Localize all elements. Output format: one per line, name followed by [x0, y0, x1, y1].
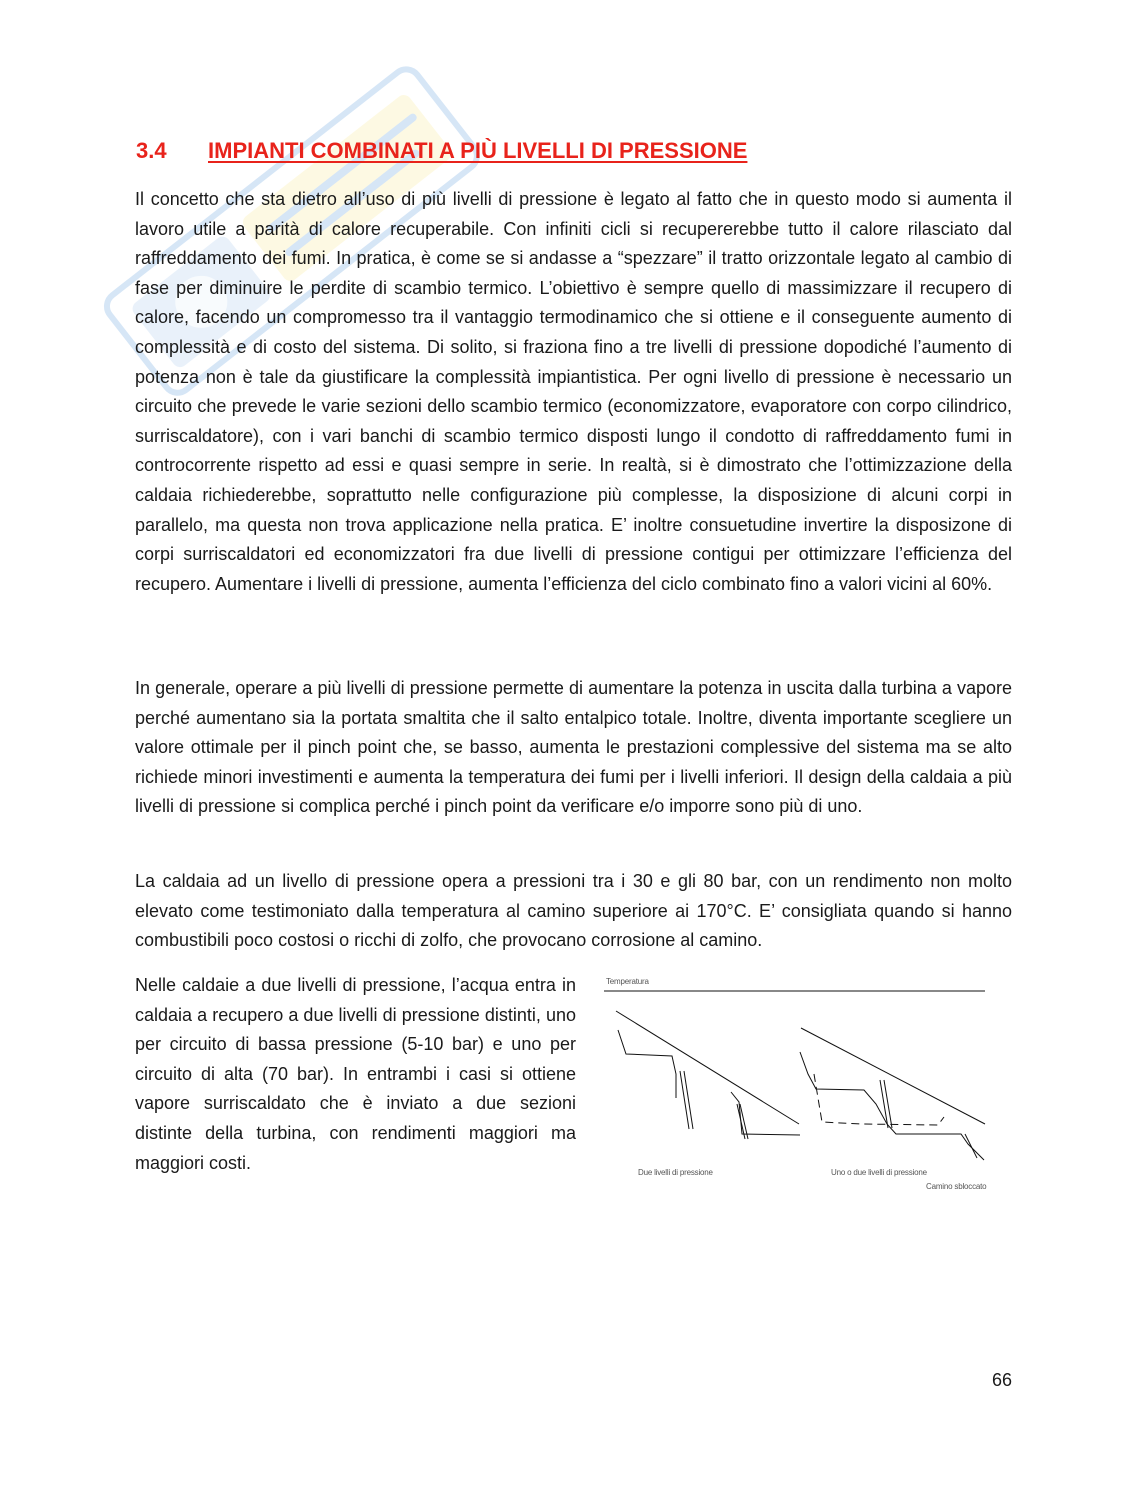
figure-caption-right-sub: Camino sbloccato	[926, 1182, 987, 1191]
left-evap-mark-1	[680, 1071, 689, 1129]
right-gas-line	[801, 1028, 985, 1124]
left-evap-mark-2	[684, 1071, 693, 1129]
section-number: 3.4	[136, 138, 167, 163]
right-water-profile	[800, 1052, 984, 1160]
left-gas-line	[616, 1011, 799, 1124]
figure-caption-right: Uno o due livelli di pressione	[831, 1168, 927, 1177]
right-evap-mark-1	[880, 1080, 888, 1128]
temperature-profile-figure	[604, 974, 994, 1196]
right-stack-mark	[965, 1134, 977, 1158]
left-water-profile-low	[731, 1092, 800, 1135]
figure-axis-label: Temperatura	[606, 977, 649, 986]
figure-diagram	[604, 974, 994, 1196]
section-heading	[136, 138, 747, 164]
page-number: 66	[991, 1370, 1012, 1390]
paragraph-multi-level-concept: Il concetto che sta dietro all’uso di più livelli di pressione è legato al fatto che in questo modo si aumenta il lavoro utile a parità di calore recuperabile. Con infiniti cicli si recupererebbe tutto il calore rilasciato dal raffreddamento dei fumi. In pratica, è come se si andasse a “spezzare” il tratto orizzontale legato al cambio di fase per diminuire le perdite di scambio termico. L’obiettivo è sempre quello di massimizzare il recupero di calore, facendo un compromesso tra il vantaggio termodinamico che si ottiene e il conseguente aumento di complessità e di costo del sistema. Di solito, si fraziona fino a tre livelli di pressione dopodiché l’aumento di potenza non è tale da giustificare la complessità impiantistica. Per ogni livello di pressione è necessario un circuito che prevede le varie sezioni dello scambio termico (economizzatore, evaporatore con corpo cilindrico, surriscaldatore), con i vari banchi di scambio termico disposti lungo il condotto di raffreddamento fumi in controcorrente rispetto ad essi e quasi sempre in serie. In realtà, si è dimostrato che l’ottimizzazione della caldaia richiederebbe, soprattutto nelle configurazione più complesse, la disposizione di alcuni corpi in parallelo, ma questa non trova applicazione nella pratica. E’ inoltre consuetudine invertire la disposizone di corpi surriscaldatori ed economizzatori fra due livelli di pressione contigui per ottimizzare l’efficienza del recupero. Aumentare i livelli di pressione, aumenta l’efficienza del ciclo combinato fino a valori vicini al 60%.	[135, 189, 1012, 594]
figure-caption-left: Due livelli di pressione	[638, 1168, 713, 1177]
left-water-profile	[618, 1030, 676, 1098]
section-title: IMPIANTI COMBINATI A PIÙ LIVELLI DI PRESSIONE	[208, 138, 748, 163]
paragraph-pinch-point: In generale, operare a più livelli di pressione permette di aumentare la potenza in uscita dalla turbina a vapore perché aumentano sia la portata smaltita che il salto entalpico totale. Inoltre, diventa importante scegliere un valore ottimale per il pinch point che, se basso, aumenta le prestazioni complessive del sistema ma se alto richiede minori investimenti e aumenta la temperatura dei fumi per i livelli inferiori. Il design della caldaia a più livelli di pressione si complica perché i pinch point da verificare e/o imporre sono più di uno.	[135, 678, 1012, 817]
paragraph-two-level-boiler: Nelle caldaie a due livelli di pressione, l’acqua entra in caldaia a recupero a due livelli di pressione distinti, uno per circuito di bassa pressione (5-10 bar) e uno per circuito di alta (70 bar). In entrambi i casi si ottiene vapore surriscaldato che è inviato a due sezioni distinte della turbina, con rendimenti maggiori ma maggiori costi.	[135, 975, 576, 1173]
right-water-profile-dashed	[814, 1074, 944, 1125]
paragraph-single-level-boiler: La caldaia ad un livello di pressione opera a pressioni tra i 30 e gli 80 bar, con un rendimento non molto elevato come testimoniato dalla temperatura al camino superiore ai 170°C. E’ consigliata quando si hanno combustibili poco costosi o ricchi di zolfo, che provocano corrosione al camino.	[135, 871, 1012, 951]
